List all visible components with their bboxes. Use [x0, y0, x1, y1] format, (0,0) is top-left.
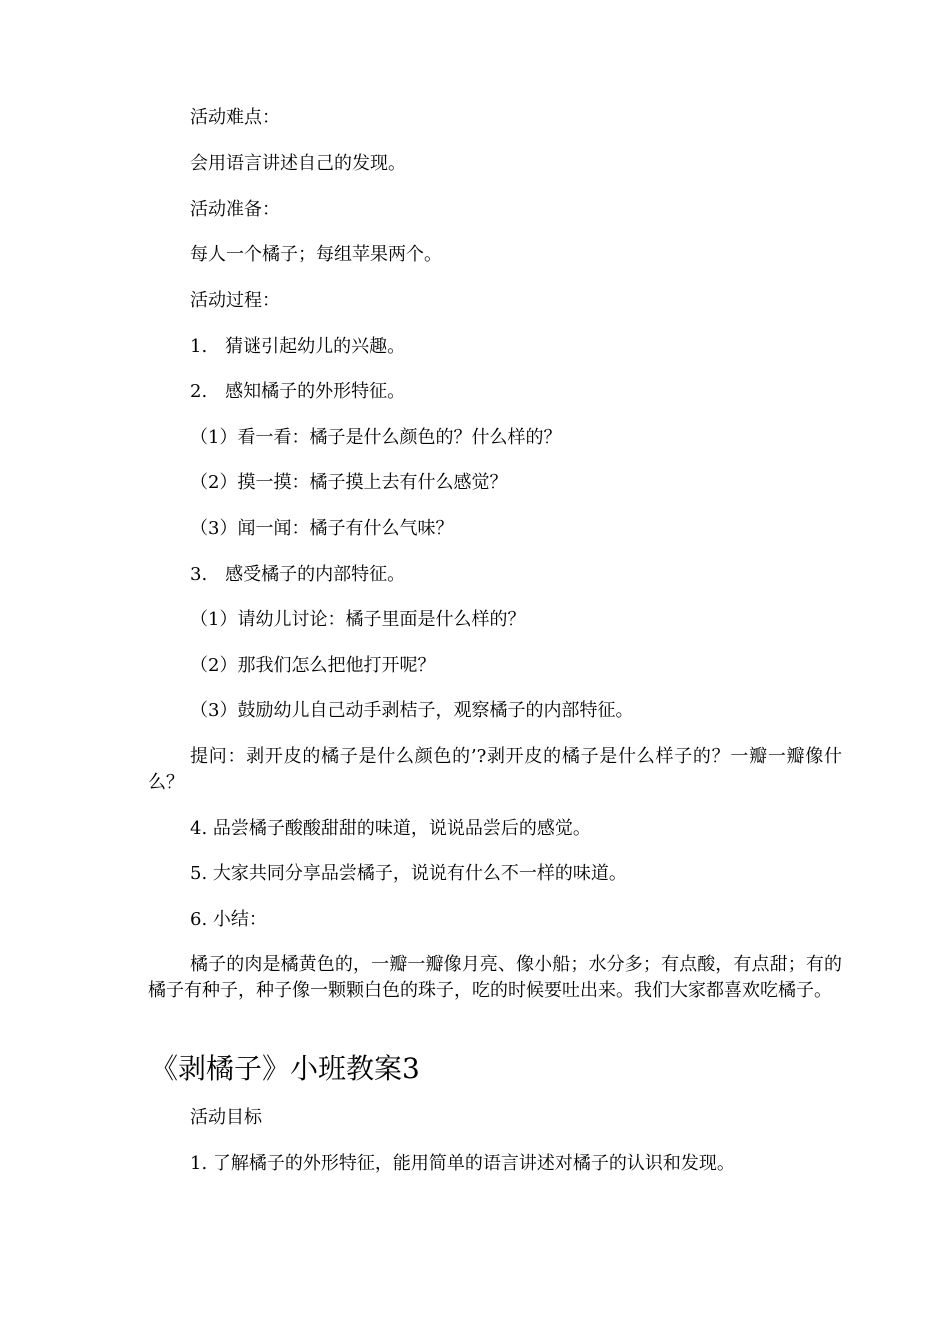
step-2-sub-1: （1）看一看：橘子是什么颜色的？什么样的？ [190, 427, 562, 448]
step-3-sub-1: （1）请幼儿讨论：橘子里面是什么样的？ [190, 609, 526, 630]
step-2-sub-2: （2）摸一摸：橘子摸上去有什么感觉？ [190, 472, 508, 493]
step-3-sub-3: （3）鼓励幼儿自己动手剥桔子，观察橘子的内部特征。 [190, 700, 634, 721]
preparation-label: 活动准备： [190, 199, 280, 220]
step-1: 1. 猜谜引起幼儿的兴趣。 [190, 336, 406, 357]
step-2: 2. 感知橘子的外形特征。 [190, 381, 406, 402]
goal-1: 1. 了解橘子的外形特征，能用简单的语言讲述对橘子的认识和发现。 [190, 1153, 735, 1174]
section-title: 《剥橘子》小班教案3 [150, 1052, 420, 1085]
step-3: 3. 感受橘子的内部特征。 [190, 564, 406, 585]
preparation-text: 每人一个橘子；每组苹果两个。 [190, 244, 442, 265]
step-4: 4. 品尝橘子酸酸甜甜的味道，说说品尝后的感觉。 [190, 818, 591, 839]
step-5: 5. 大家共同分享品尝橘子，说说有什么不一样的味道。 [190, 863, 627, 884]
step-6: 6. 小结： [190, 909, 267, 930]
goal-label: 活动目标 [190, 1107, 262, 1128]
step-3-sub-2: （2）那我们怎么把他打开呢？ [190, 655, 436, 676]
difficulty-text: 会用语言讲述自己的发现。 [190, 153, 406, 174]
step-2-sub-3: （3）闻一闻：橘子有什么气味？ [190, 518, 454, 539]
question-paragraph: 提问：剥开皮的橘子是什么颜色的’?剥开皮的橘子是什么样子的？一瓣一瓣像什么？ [148, 746, 842, 793]
process-label: 活动过程： [190, 290, 280, 311]
difficulty-label: 活动难点： [190, 107, 280, 128]
summary-paragraph: 橘子的肉是橘黄色的，一瓣一瓣像月亮、像小船；水分多；有点酸，有点甜；有的橘子有种子，种子像一颗颗白色的珠子，吃的时候要吐出来。我们大家都喜欢吃橘子。 [148, 954, 842, 1001]
